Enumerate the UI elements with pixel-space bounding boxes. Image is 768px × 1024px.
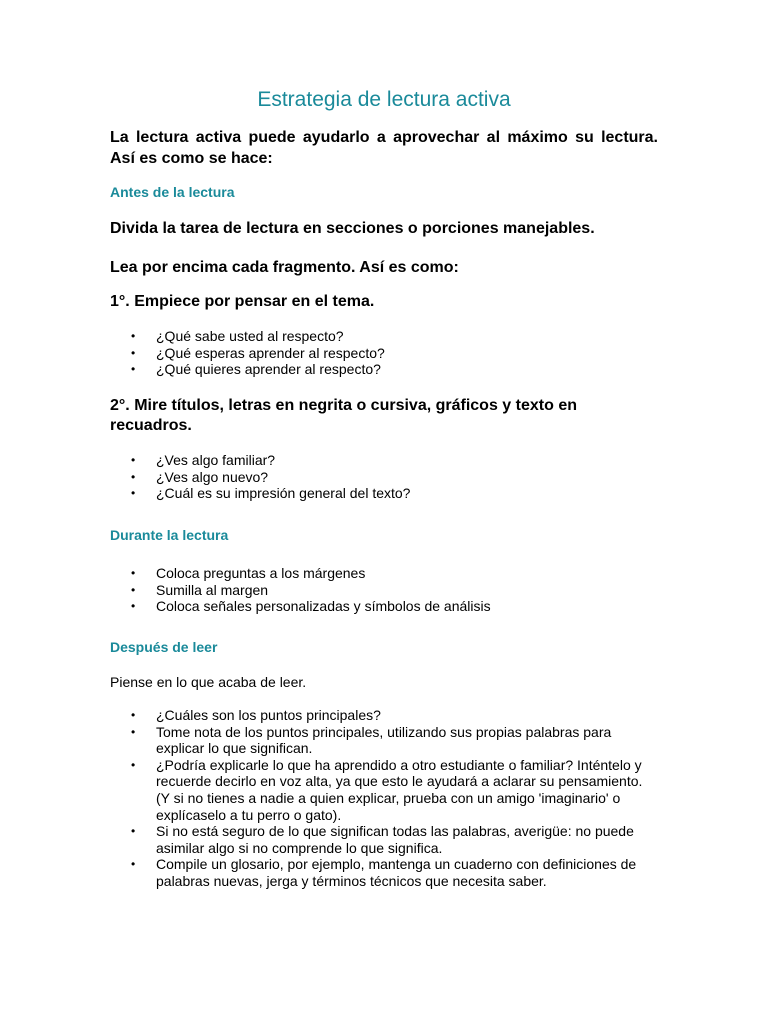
list-item: • Tome nota de los puntos principales, utilizando sus propias palabras para explicar lo que significan. — [131, 723, 612, 757]
divide-task-paragraph: Divida la tarea de lectura en secciones o porciones manejables. — [110, 220, 595, 237]
list-item: • ¿Qué sabe usted al respecto? — [131, 328, 344, 344]
list-item: • ¿Podría explicarle lo que ha aprendido a otro estudiante o familiar? Inténtelo y recuerde decirlo en voz alta, ya que esto le ayudará a aclarar su pensamiento. (Y si no tienes a nadie a quien explicar, prueba con un amigo 'imaginario' o explícaselo a tu perro o gato). — [131, 756, 643, 823]
step-1-paragraph: 1°. Empiece por pensar en el tema. — [110, 293, 375, 310]
list-item: • Coloca preguntas a los márgenes — [131, 565, 366, 581]
section-heading-durante: Durante la lectura — [110, 527, 229, 543]
bullet-icon: • — [131, 757, 136, 772]
list-item: • ¿Cuál es su impresión general del texto? — [131, 485, 411, 502]
list-item: • ¿Ves algo familiar? — [131, 452, 276, 468]
bullet-icon: • — [131, 599, 136, 614]
bullet-icon: • — [131, 582, 136, 597]
bullet-icon: • — [131, 486, 136, 501]
bullet-icon: • — [131, 345, 136, 360]
document-title: Estrategia de lectura activa — [257, 88, 511, 111]
bullet-icon: • — [131, 857, 136, 872]
bullet-icon: • — [131, 362, 136, 377]
bullet-icon: • — [131, 329, 136, 343]
step-2-bullet-list — [0, 452, 768, 502]
step-2-paragraph: 2°. Mire títulos, letras en negrita o cursiva, gráficos y texto en recuadros. — [110, 397, 577, 434]
durante-bullet-list — [0, 565, 768, 615]
bullet-icon: • — [131, 469, 136, 484]
list-item: • ¿Cuáles son los puntos principales? — [131, 707, 381, 723]
bullet-icon: • — [131, 453, 136, 467]
list-item: • ¿Ves algo nuevo? — [131, 468, 269, 485]
list-item: • ¿Qué esperas aprender al respecto? — [131, 344, 385, 361]
bullet-icon: • — [131, 708, 136, 722]
section-heading-despues: Después de leer — [110, 639, 218, 655]
bullet-icon: • — [131, 824, 136, 839]
list-item: • Compile un glosario, por ejemplo, mantenga un cuaderno con definiciones de palabras nuevas, jerga y términos técnicos que necesita saber. — [131, 856, 637, 889]
think-paragraph: Piense en lo que acaba de leer. — [110, 674, 307, 690]
intro-paragraph: La lectura activa puede ayudarlo a aprovechar al máximo su lectura. Así es como se hace: — [110, 129, 658, 167]
list-item: • Coloca señales personalizadas y símbolos de análisis — [131, 598, 491, 615]
step-1-bullet-list — [0, 328, 768, 378]
bullet-icon: • — [131, 724, 136, 739]
section-heading-antes: Antes de la lectura — [110, 184, 235, 200]
bullet-icon: • — [131, 566, 136, 580]
skim-paragraph: Lea por encima cada fragmento. Así es como: — [110, 259, 459, 276]
despues-bullet-list — [0, 707, 768, 890]
list-item: • Si no está seguro de lo que significan todas las palabras, averigüe: no puede asimilar algo si no comprende lo que significa. — [131, 823, 634, 856]
list-item: • ¿Qué quieres aprender al respecto? — [131, 361, 381, 378]
list-item: • Sumilla al margen — [131, 581, 269, 598]
